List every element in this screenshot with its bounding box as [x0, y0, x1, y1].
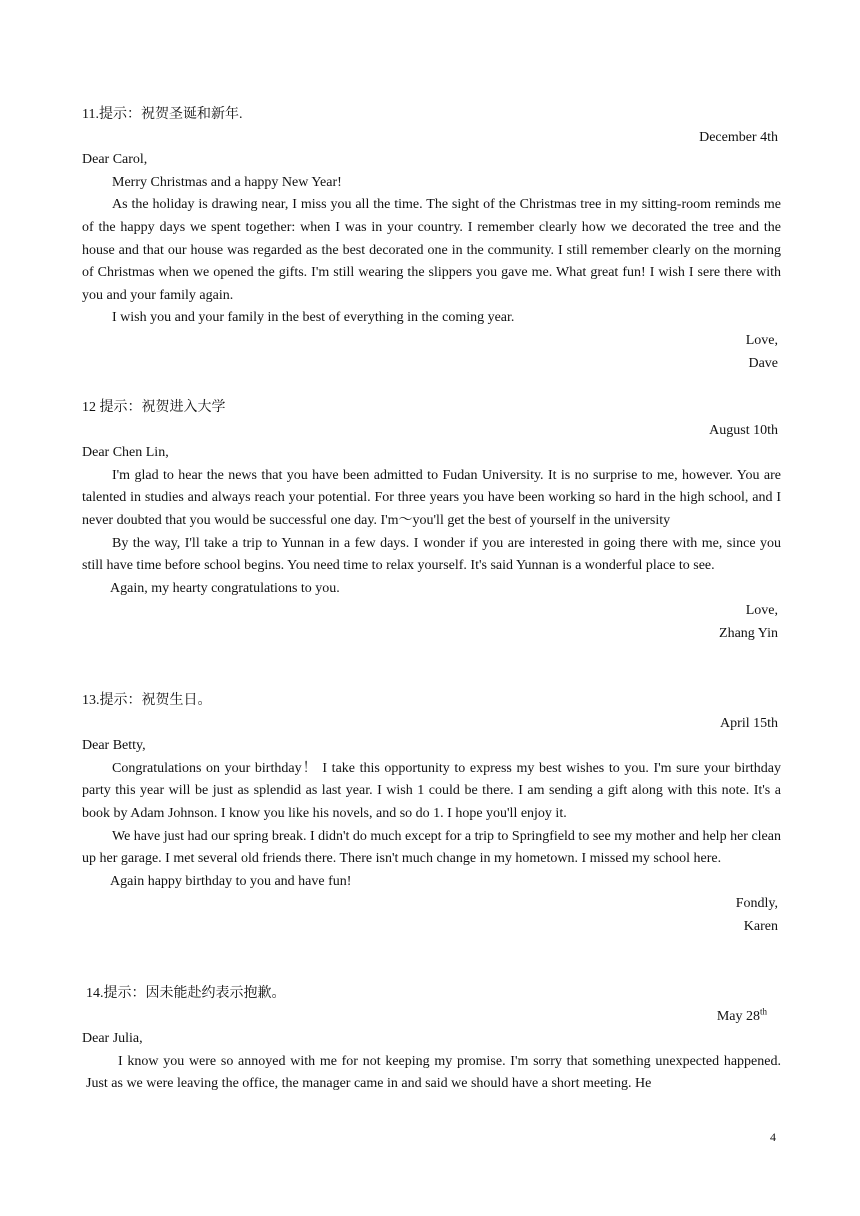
- letter-heading: 12 提示：祝贺进入大学: [82, 400, 226, 415]
- letter-paragraph: Again happy birthday to you and have fun!: [110, 873, 352, 889]
- letter-heading: 13.提示：祝贺生日。: [82, 693, 212, 708]
- letter-date: December 4th: [699, 129, 778, 145]
- letter-date: [82, 1006, 781, 1029]
- letter-date: August 10th: [709, 422, 778, 438]
- letter-paragraph: I'm glad to hear the news that you have been admitted to Fudan University. It is no surprise to me, however. You are talented in studies and always reach your potential. For three years you have been working so hard in the high school, and I never doubted that you would be successful one day. I'm～you'll get the best of yourself in the university: [82, 467, 781, 528]
- letter-salutation: Dear Julia,: [82, 1031, 143, 1047]
- letter-heading: 14.提示：因未能赴约表示抱歉。: [86, 986, 286, 1001]
- letter-signature: Zhang Yin: [719, 625, 778, 641]
- letter-paragraph: I know you were so annoyed with me for not keeping my promise. I'm sorry that something unexpected happened. Just as we were leaving the office, the manager came in and said we should have a short meeting. He: [86, 1053, 781, 1092]
- letter-paragraph: We have just had our spring break. I didn't do much except for a trip to Springfield to see my mother and help her clean up her garage. I met several old friends there. There isn't much change in my hometown. I missed my school here.: [82, 828, 781, 867]
- letter-paragraph: Again, my hearty congratulations to you.: [110, 580, 340, 596]
- letter-paragraph: Merry Christmas and a happy New Year!: [112, 174, 342, 190]
- letter-date: April 15th: [720, 715, 778, 731]
- letter-date-main: May 28: [716, 1008, 760, 1024]
- letter-paragraph: As the holiday is drawing near, I miss you all the time. The sight of the Christmas tree in my sitting-room reminds me of the happy days we spent together: when I was in your country. I remember clearly how we decorated the tree and the house and that our house was regarded as the best decorated one in the community. I still remember clearly on the morning of Christmas when we opened the gifts. I'm still wearing the slippers you gave me. What great fun! I wish I sere there with you and your family again.: [82, 197, 781, 303]
- letter-13: [82, 690, 781, 939]
- letter-11: [82, 104, 781, 375]
- letter-salutation: Dear Chen Lin,: [82, 445, 169, 461]
- letter-paragraph: By the way, I'll take a trip to Yunnan in a few days. I wonder if you are interested in going there with me, since you still have time before school begins. You need time to relax yourself. It's said Yunnan is a wonderful place to see.: [82, 535, 781, 574]
- page-number: 4: [770, 1130, 776, 1144]
- letter-signature: Karen: [743, 918, 778, 934]
- letter-heading: 11.提示：祝贺圣诞和新年.: [82, 107, 243, 122]
- letter-date-suffix: th: [759, 1005, 767, 1016]
- letter-paragraph: I wish you and your family in the best of everything in the coming year.: [112, 310, 515, 326]
- letter-closing: Love,: [745, 603, 778, 619]
- letter-14: [82, 983, 781, 1096]
- letter-paragraph: Congratulations on your birthday！ I take this opportunity to express my best wishes to you. I'm sure your birthday party this year will be just as splendid as last year. I wish 1 could be there. I am sending a gift along with this note. It's a book by Adam Johnson. I know you like his novels, and so do 1. I hope you'll enjoy it.: [82, 760, 781, 821]
- letter-signature: Dave: [748, 355, 778, 371]
- letter-salutation: Dear Betty,: [82, 738, 146, 754]
- letter-12: [82, 397, 781, 646]
- letter-closing: Fondly,: [735, 896, 778, 912]
- letter-salutation: Dear Carol,: [82, 152, 148, 168]
- letter-closing: Love,: [745, 332, 778, 348]
